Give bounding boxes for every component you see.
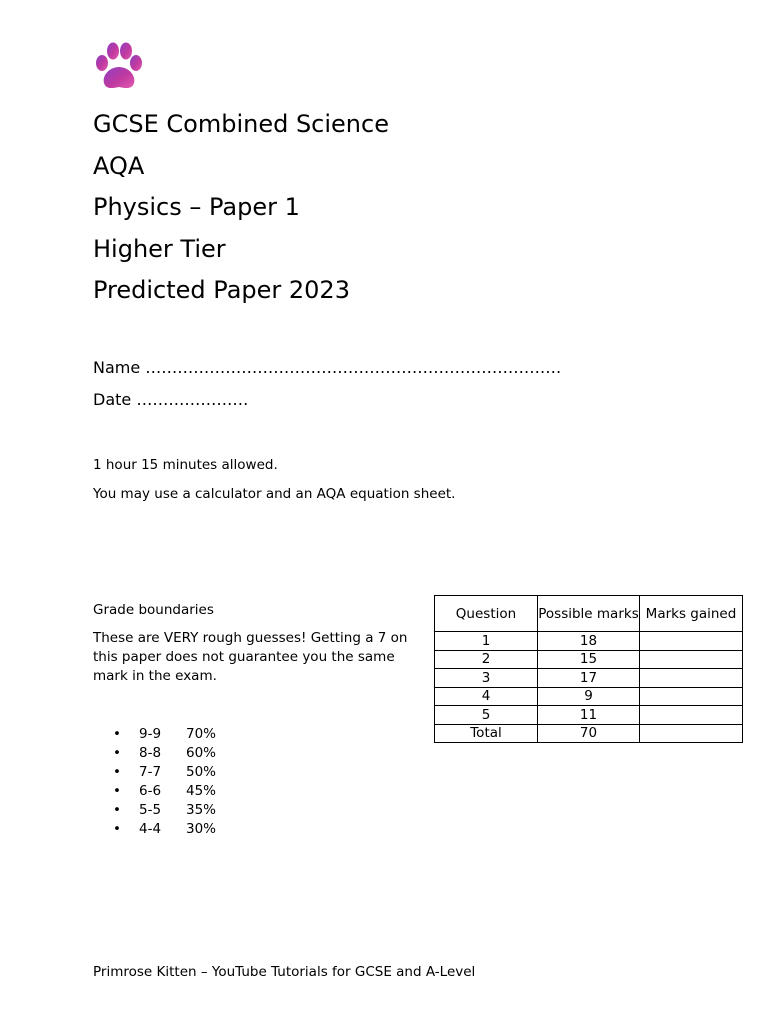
possible-marks-cell: 18	[538, 632, 640, 651]
possible-marks-cell: 17	[538, 669, 640, 688]
bullet-icon: •	[113, 745, 121, 761]
total-gained-cell[interactable]	[640, 724, 743, 743]
date-field[interactable]: Date …………………	[93, 390, 249, 409]
bullet-icon: •	[113, 821, 121, 837]
bullet-icon: •	[113, 764, 121, 780]
marks-gained-cell[interactable]	[640, 706, 743, 725]
table-row	[435, 650, 743, 669]
list-item	[113, 782, 216, 801]
grade-percent: 30%	[186, 821, 217, 837]
title-course: GCSE Combined Science	[93, 110, 389, 138]
total-possible-cell: 70	[538, 724, 640, 743]
grade-percent: 60%	[186, 745, 217, 761]
grade-boundaries-list	[113, 725, 216, 839]
grade-percent: 45%	[186, 783, 217, 799]
paw-print-icon	[94, 42, 144, 92]
name-date-fields	[93, 356, 561, 420]
marks-gained-cell[interactable]	[640, 650, 743, 669]
marks-table	[434, 595, 743, 743]
title-board: AQA	[93, 151, 145, 180]
total-label-cell: Total	[435, 724, 538, 743]
grade-boundaries-title: Grade boundaries	[93, 602, 214, 618]
table-row	[435, 687, 743, 706]
table-header-row	[435, 596, 743, 632]
list-item	[113, 763, 216, 782]
grade-boundaries-note: These are VERY rough guesses! Getting a 7 on this paper does not guarantee you the same mark in the exam.	[93, 630, 408, 684]
title-year: Predicted Paper 2023	[93, 276, 350, 305]
bullet-icon: •	[113, 726, 121, 742]
possible-marks-cell: 9	[538, 687, 640, 706]
grade: 7-7	[139, 764, 162, 780]
time-allowed: 1 hour 15 minutes allowed.	[93, 457, 278, 473]
header-marks-gained: Marks gained	[640, 596, 743, 632]
list-item	[113, 820, 216, 839]
paper-title-block	[93, 104, 389, 312]
list-item	[113, 744, 216, 763]
table-total-row	[435, 724, 743, 743]
footer: Primrose Kitten – YouTube Tutorials for GCSE and A-Level	[93, 964, 476, 980]
question-cell: 3	[435, 669, 538, 688]
grade-percent: 50%	[186, 764, 217, 780]
question-cell: 4	[435, 687, 538, 706]
marks-gained-cell[interactable]	[640, 687, 743, 706]
bullet-icon: •	[113, 783, 121, 799]
possible-marks-cell: 11	[538, 706, 640, 725]
question-cell: 2	[435, 650, 538, 669]
bullet-icon: •	[113, 802, 121, 818]
grade: 5-5	[139, 802, 162, 818]
table-row	[435, 669, 743, 688]
grade: 8-8	[139, 745, 162, 761]
question-cell: 1	[435, 632, 538, 651]
header-possible-marks: Possible marks	[538, 596, 640, 632]
possible-marks-cell: 15	[538, 650, 640, 669]
marks-gained-cell[interactable]	[640, 669, 743, 688]
equipment-note: You may use a calculator and an AQA equation sheet.	[93, 486, 456, 502]
grade: 4-4	[139, 821, 162, 837]
grade-percent: 35%	[186, 802, 217, 818]
name-field[interactable]: Name ……………………………………………………………………	[93, 358, 562, 377]
marks-gained-cell[interactable]	[640, 632, 743, 651]
list-item	[113, 801, 216, 820]
question-cell: 5	[435, 706, 538, 725]
list-item	[113, 725, 216, 744]
exam-info	[93, 455, 455, 513]
table-row	[435, 706, 743, 725]
title-paper: Physics – Paper 1	[93, 193, 300, 222]
title-tier: Higher Tier	[93, 234, 226, 263]
grade-percent: 70%	[186, 726, 217, 742]
table-row	[435, 632, 743, 651]
grade: 6-6	[139, 783, 162, 799]
header-question: Question	[435, 596, 538, 632]
grade: 9-9	[139, 726, 162, 742]
